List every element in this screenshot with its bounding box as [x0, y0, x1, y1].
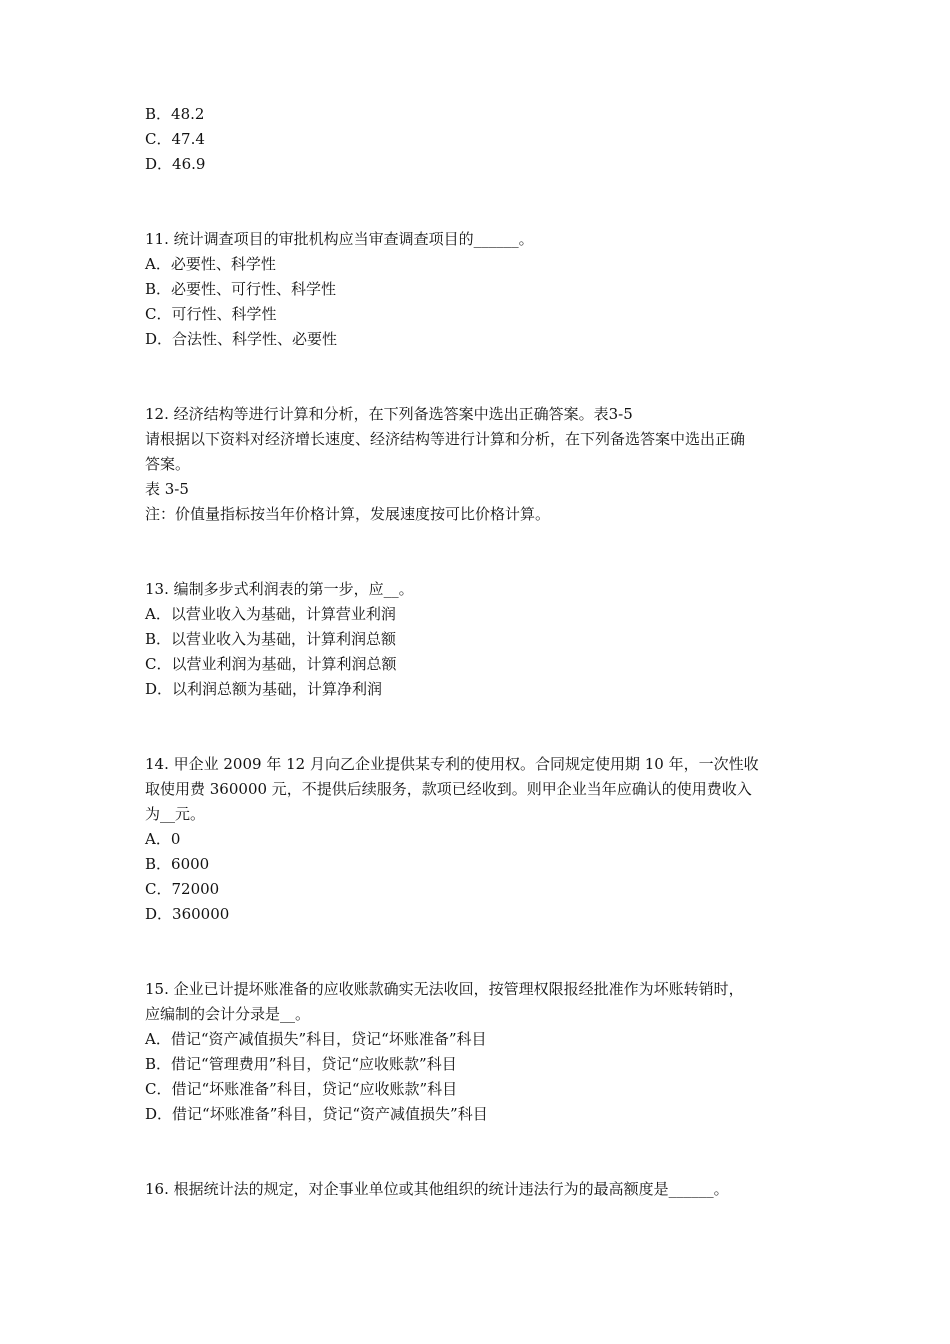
question-16	[145, 1177, 815, 1202]
question-stem: 取使用费 360000 元，不提供后续服务，款项已经收到。则甲企业当年应确认的使用费收入	[145, 780, 752, 798]
option-c: C．借记“坏账准备”科目，贷记“应收账款”科目	[145, 1080, 458, 1098]
question-text-line: 请根据以下资料对经济增长速度、经济结构等进行计算和分析，在下列备选答案中选出正确	[145, 430, 746, 448]
question-stem: 13. 编制多步式利润表的第一步，应__。	[145, 580, 414, 598]
option-c: C．72000	[145, 880, 220, 898]
option-c: C．以营业利润为基础，计算利润总额	[145, 655, 397, 673]
question-text-line: 答案。	[145, 455, 191, 473]
question-stem: 应编制的会计分录是__。	[145, 1005, 311, 1023]
question-12	[145, 402, 815, 527]
option-d: D．46.9	[145, 155, 206, 173]
exam-page	[145, 102, 815, 1202]
option-b: B．48.2	[145, 105, 205, 123]
option-b: B．必要性、可行性、科学性	[145, 280, 337, 298]
option-b: B．以营业收入为基础，计算利润总额	[145, 630, 397, 648]
question-stem: 11. 统计调查项目的审批机构应当审查调查项目的______。	[145, 230, 534, 248]
question-stem: 为__元。	[145, 805, 206, 823]
table-reference: 表 3-5	[145, 480, 189, 498]
question-stem: 12. 经济结构等进行计算和分析，在下列备选答案中选出正确答案。表3-5	[145, 405, 633, 423]
option-a: A．0	[145, 830, 181, 848]
question-15	[145, 977, 815, 1127]
option-d: D．360000	[145, 905, 230, 923]
question-stem: 15. 企业已计提坏账准备的应收账款确实无法收回，按管理权限报经批准作为坏账转销时，	[145, 980, 744, 998]
option-b: B．借记“管理费用”科目，贷记“应收账款”科目	[145, 1055, 457, 1073]
prev-question-options	[145, 102, 815, 177]
option-c: C．47.4	[145, 130, 205, 148]
question-stem: 16. 根据统计法的规定，对企事业单位或其他组织的统计违法行为的最高额度是______。	[145, 1180, 729, 1198]
option-a: A．以营业收入为基础，计算营业利润	[145, 605, 396, 623]
option-a: A．借记“资产减值损失”科目，贷记“坏账准备”科目	[145, 1030, 487, 1048]
question-11	[145, 227, 815, 352]
question-13	[145, 577, 815, 702]
question-14	[145, 752, 815, 927]
option-d: D．借记“坏账准备”科目，贷记“资产减值损失”科目	[145, 1105, 488, 1123]
option-a: A．必要性、科学性	[145, 255, 276, 273]
question-stem: 14. 甲企业 2009 年 12 月向乙企业提供某专利的使用权。合同规定使用期 10 年，一次性收	[145, 755, 759, 773]
option-b: B．6000	[145, 855, 210, 873]
question-note: 注：价值量指标按当年价格计算，发展速度按可比价格计算。	[145, 505, 551, 523]
option-c: C．可行性、科学性	[145, 305, 277, 323]
option-d: D．以利润总额为基础，计算净利润	[145, 680, 383, 698]
option-d: D．合法性、科学性、必要性	[145, 330, 338, 348]
